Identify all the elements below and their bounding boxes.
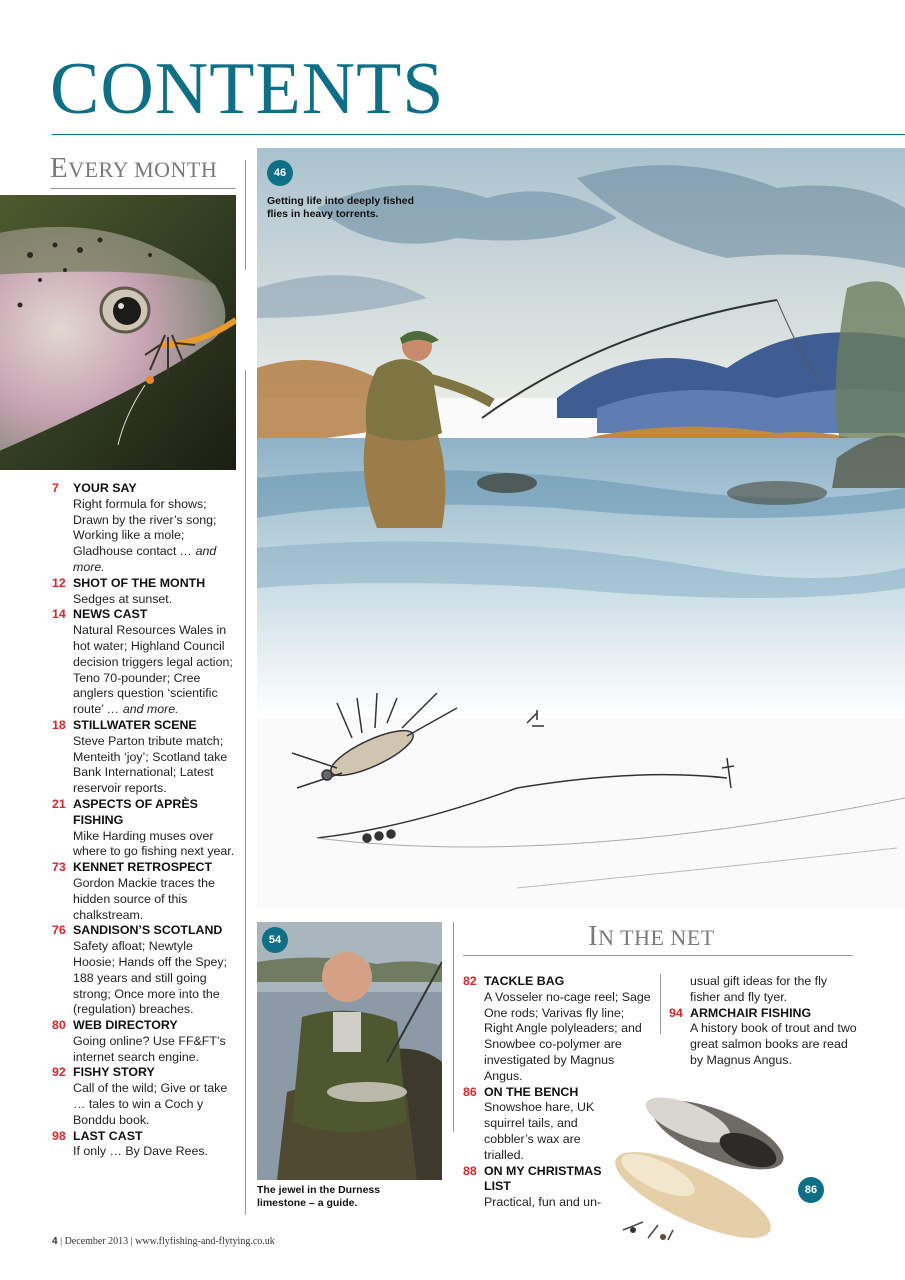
- entry-continuation: usual gift ideas for the fly fisher and fly tyer.: [690, 974, 828, 1004]
- entry-desc: Going online? Use FF&FT’s internet search engine.: [73, 1033, 226, 1064]
- entry-desc: Natural Resources Wales in hot water; Highland Council decision triggers legal action; Teno 70-pounder; Cree anglers question ‘scientific route’: [73, 623, 233, 717]
- hare-feet-photo[interactable]: [588, 1080, 788, 1255]
- page-number: 92: [52, 1065, 66, 1080]
- entry-desc: Gordon Mackie traces the hidden source of this chalkstream.: [73, 875, 215, 922]
- entry-desc: If only … By Dave Rees.: [73, 1144, 208, 1159]
- page-number: 14: [52, 607, 66, 622]
- entry-title: ASPECTS OF APRÈS FISHING: [73, 796, 198, 827]
- in-the-net-heading: [588, 922, 715, 951]
- entry-desc: Sedges at sunset.: [73, 591, 173, 606]
- feature-badge-46[interactable]: 46: [267, 160, 293, 186]
- page-number: 21: [52, 796, 66, 811]
- entry-title: ARMCHAIR FISHING: [690, 1005, 812, 1020]
- footer-page-number: 4: [52, 1236, 58, 1247]
- column-divider-left: [245, 370, 246, 1215]
- heading-initial: E: [50, 152, 69, 184]
- entry-title: FISHY STORY: [73, 1065, 155, 1080]
- toc-entry[interactable]: [52, 481, 236, 576]
- page-footer: [52, 1236, 275, 1247]
- toc-entry[interactable]: [52, 1065, 236, 1128]
- entry-title: TACKLE BAG: [484, 974, 565, 988]
- entry-desc: Safety afloat; Newtyle Hoosie; Hands off the Spey; 188 years and still going strong; Once more into the (regulation) breaches.: [73, 939, 228, 1017]
- entry-desc: A history book of trout and two great salmon books are read by Magnus Angus.: [690, 1021, 857, 1067]
- toc-entry[interactable]: [52, 860, 236, 923]
- every-month-rule: [50, 188, 236, 189]
- page-number: 73: [52, 860, 66, 875]
- feature-badge-86[interactable]: 86: [798, 1177, 824, 1203]
- entry-desc: Snowshoe hare, UK squirrel tails, and cobbler’s wax are trialled.: [484, 1100, 595, 1162]
- in-the-net-rule: [463, 955, 853, 956]
- toc-entry[interactable]: [463, 974, 653, 1085]
- title-rule: [52, 134, 905, 135]
- trout-photo: [0, 195, 236, 470]
- toc-entry[interactable]: [52, 923, 236, 1018]
- toc-entry[interactable]: [52, 1018, 236, 1065]
- page-number: 7: [52, 481, 59, 495]
- every-month-list: [52, 481, 236, 1160]
- toc-entry[interactable]: [669, 1006, 859, 1069]
- entry-title: WEB DIRECTORY: [73, 1018, 178, 1033]
- feature-badge-54[interactable]: 54: [262, 927, 288, 953]
- toc-entry[interactable]: [52, 607, 236, 718]
- entry-title: SANDISON’S SCOTLAND: [73, 923, 223, 938]
- entry-title: SHOT OF THE MONTH: [73, 575, 206, 590]
- toc-entry[interactable]: [52, 797, 236, 860]
- entry-title: KENNET RETROSPECT: [73, 860, 213, 875]
- toc-entry[interactable]: [52, 576, 236, 608]
- footer-text: | December 2013 | www.flyfishing-and-flytying.co.uk: [60, 1236, 275, 1247]
- every-month-heading: [50, 154, 217, 183]
- entry-title: NEWS CAST: [73, 607, 148, 622]
- page-number: 80: [52, 1018, 66, 1033]
- entry-title: ON MY CHRISTMAS LIST: [484, 1163, 602, 1194]
- entry-desc: Right formula for shows; Drawn by the river’s song; Working like a mole; Gladhouse contact: [73, 496, 217, 559]
- entry-desc: Mike Harding muses over where to go fishing next year.: [73, 828, 235, 859]
- heading-rest: VERY MONTH: [68, 157, 218, 182]
- page-number: 18: [52, 717, 66, 732]
- durness-photo[interactable]: [257, 922, 442, 1180]
- feature-caption-54: The jewel in the Durness limestone – a guide.: [257, 1184, 381, 1209]
- page-number: 12: [52, 575, 66, 590]
- entry-desc: Steve Parton tribute match; Menteith ‘joy’; Scotland take Bank International; Latest reservoir reports.: [73, 733, 228, 796]
- entry-desc: A Vosseler no-cage reel; Sage One rods; Varivas fly line; Right Angle polyleaders; and Snowbee co-polymer are investigated by Magnus Angus.: [484, 989, 651, 1083]
- entry-desc: Call of the wild; Give or take … tales to win a Coch y Bonddu book.: [73, 1081, 228, 1127]
- column-divider-top: [245, 160, 246, 270]
- toc-entry[interactable]: [52, 1129, 236, 1161]
- heading-initial: I: [588, 920, 599, 952]
- entry-desc: Practical, fun and un-: [484, 1195, 602, 1210]
- entry-title: STILLWATER SCENE: [73, 717, 197, 732]
- page-number: 86: [463, 1084, 477, 1099]
- page-number: 88: [463, 1163, 477, 1178]
- column-divider-net: [660, 974, 661, 1034]
- entry-title: LAST CAST: [73, 1128, 143, 1143]
- feature-illustration[interactable]: [257, 148, 905, 908]
- entry-desc-em: … and more.: [106, 702, 179, 717]
- page-number: 82: [463, 974, 477, 988]
- toc-entry[interactable]: [52, 718, 236, 797]
- feature-caption-46: Getting life into deeply fished flies in heavy torrents.: [267, 195, 415, 220]
- entry-title: YOUR SAY: [73, 481, 137, 495]
- page-number: 76: [52, 923, 66, 938]
- page-number: 94: [669, 1005, 683, 1020]
- entry-title: ON THE BENCH: [484, 1084, 579, 1099]
- entry-desc-em: … and more.: [73, 544, 217, 574]
- in-the-net-col2: [669, 974, 859, 1069]
- column-divider-mid: [453, 922, 454, 1132]
- page-title: CONTENTS: [50, 48, 445, 130]
- heading-rest: N THE NET: [598, 925, 715, 950]
- page-number: 98: [52, 1128, 66, 1143]
